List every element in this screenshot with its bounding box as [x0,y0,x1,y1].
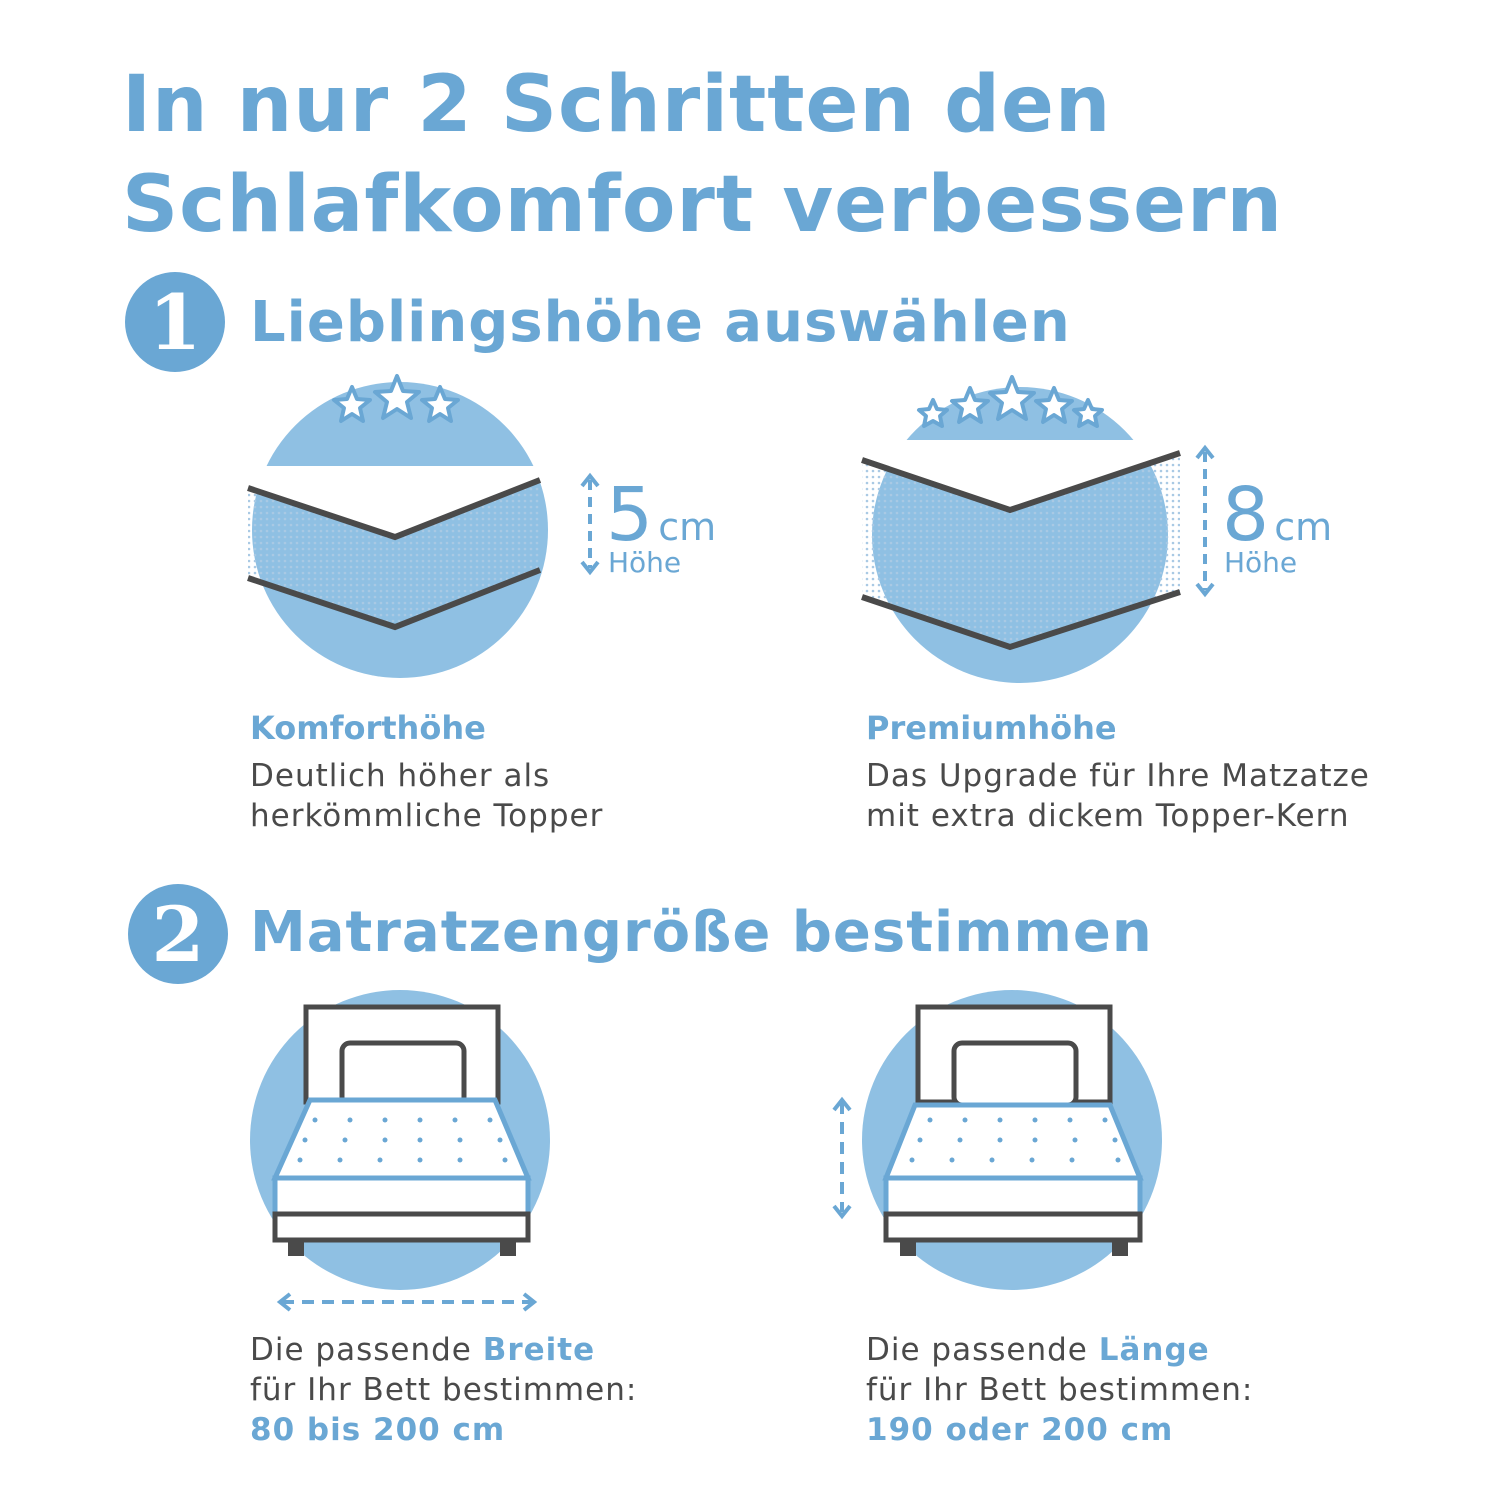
title-line-2: Schlafkomfort verbessern [122,160,1284,250]
topper-8cm-illustration [862,377,1213,683]
option-name: Premiumhöhe [866,709,1117,747]
option-desc-line-2: herkömmliche Topper [250,798,604,834]
width-arrow [280,1294,534,1310]
height-unit: cm [658,505,717,549]
height-unit: cm [1274,505,1333,549]
topper-5cm-illustration [248,376,598,678]
width-prefix: Die passende [250,1332,483,1368]
option-desc-line-2: mit extra dickem Topper-Kern [866,798,1350,834]
length-prefix: Die passende [866,1332,1099,1368]
width-line-2: für Ihr Bett bestimmen: [250,1372,638,1408]
height-caption: Höhe [1224,546,1298,579]
option-premium [866,708,1370,836]
step-1-title: Lieblingshöhe auswählen [250,290,1071,355]
height-value: 5 [606,472,654,558]
height-caption: Höhe [608,546,682,579]
option-komfort [250,708,603,836]
step-2-title: Matratzengröße bestimmen [250,900,1153,965]
step-2-badge: 2 [128,884,228,984]
width-info [250,1330,637,1450]
star-icon [919,400,947,426]
width-range: 80 bis 200 cm [250,1412,506,1448]
height-5cm-label [606,472,717,558]
option-name: Komforthöhe [250,709,486,747]
height-8cm-label [1222,472,1333,558]
length-line-2: für Ihr Bett bestimmen: [866,1372,1254,1408]
height-arrow-5cm [582,476,598,572]
option-desc-line-1: Deutlich höher als [250,758,551,794]
length-arrow [834,1100,850,1216]
width-highlight: Breite [482,1332,596,1368]
length-range: 190 oder 200 cm [866,1412,1174,1448]
bed-width-illustration [250,990,550,1310]
bed-length-illustration [834,990,1162,1290]
step-1-badge: 1 [125,272,225,372]
height-arrow-8cm [1197,448,1213,594]
title-line-1: In nur 2 Schritten den [122,60,1112,150]
length-highlight: Länge [1098,1332,1210,1368]
option-desc-line-1: Das Upgrade für Ihre Matzatze [866,758,1370,794]
height-value: 8 [1222,472,1270,558]
length-info [866,1330,1253,1450]
